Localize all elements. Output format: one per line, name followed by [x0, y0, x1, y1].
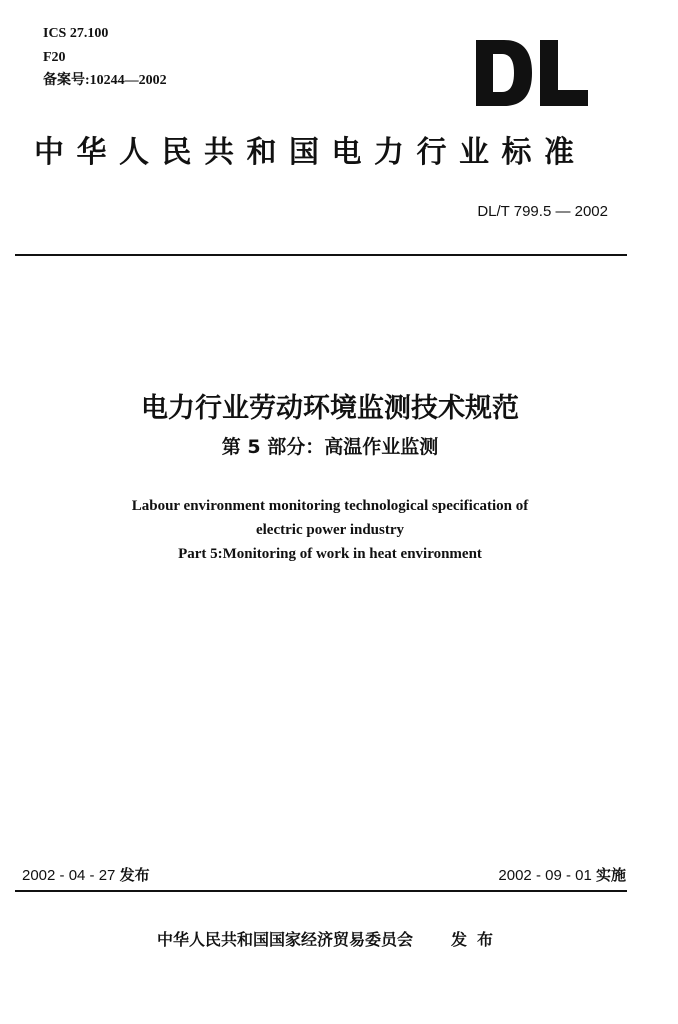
ics-code: ICS 27.100 — [43, 26, 109, 41]
bottom-divider — [15, 890, 627, 892]
top-divider — [15, 254, 627, 256]
issue-date-tag: 发布 — [119, 866, 150, 884]
record-number: 备案号:10244—2002 — [43, 73, 167, 88]
implementation-date-value: 2002 - 09 - 01 — [498, 867, 592, 884]
ccs-code: F20 — [43, 50, 66, 65]
english-title-line-2: electric power industry — [255, 522, 405, 538]
issue-date — [22, 866, 150, 885]
issuer-row — [0, 930, 660, 950]
org-title: 中华人民共和国电力行业标准 — [34, 135, 587, 170]
implementation-date — [498, 866, 626, 885]
chinese-title: 电力行业劳动环境监测技术规范 — [141, 393, 519, 424]
dl-logo — [474, 40, 590, 106]
issuer-name: 中华人民共和国国家经济贸易委员会 — [156, 930, 413, 949]
issuer-action: 发布 — [451, 930, 504, 949]
issue-date-value: 2002 - 04 - 27 — [22, 867, 116, 884]
implementation-date-tag: 实施 — [595, 866, 626, 884]
chinese-subtitle: 第 5 部分：高温作业监测 — [221, 436, 439, 458]
standard-number: DL/T 799.5 — 2002 — [477, 203, 608, 220]
english-title-line-3: Part 5:Monitoring of work in heat environment — [178, 546, 482, 562]
english-title-line-1: Labour environment monitoring technological specification of — [131, 498, 529, 514]
